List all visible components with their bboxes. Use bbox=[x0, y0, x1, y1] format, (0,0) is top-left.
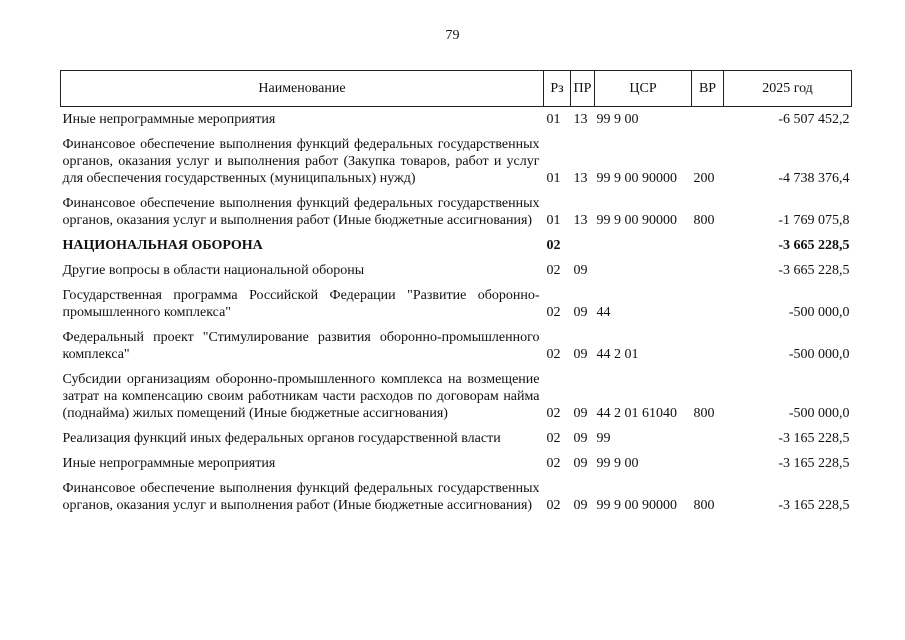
row-name-cell: Другие вопросы в области национальной обороны bbox=[62, 263, 365, 278]
row-csr-cell: 99 9 00 90000 bbox=[596, 213, 677, 228]
row-amount-cell: -500 000,0 bbox=[788, 347, 850, 362]
row-rz-cell: 02 bbox=[546, 406, 561, 421]
row-rz-cell: 02 bbox=[546, 238, 561, 253]
row-amount-cell: -3 165 228,5 bbox=[778, 498, 850, 513]
row-vr-cell: 800 bbox=[693, 213, 715, 228]
column-header-vr: ВР bbox=[692, 71, 724, 107]
row-amount-cell: -4 738 376,4 bbox=[778, 171, 850, 186]
row-vr-cell bbox=[692, 107, 724, 133]
table-row bbox=[61, 476, 852, 518]
row-name-cell: Финансовое обеспечение выполнения функций федеральных государственных органов, оказания услуг и выполнения работ (Закупка товаров, работ и услуг для обеспечения государственных (муниципальных) нужд) bbox=[62, 137, 540, 186]
row-name-cell: Иные непрограммные мероприятия bbox=[62, 112, 276, 127]
row-rz-cell: 01 bbox=[546, 213, 561, 228]
row-rz-cell: 02 bbox=[546, 263, 561, 278]
column-header-rz: Рз bbox=[544, 71, 571, 107]
row-pr-cell: 09 bbox=[573, 406, 588, 421]
row-amount-cell: -3 165 228,5 bbox=[778, 431, 850, 446]
row-vr-cell: 800 bbox=[693, 406, 715, 421]
table-row bbox=[61, 325, 852, 367]
row-vr-cell bbox=[692, 325, 724, 367]
row-pr-cell bbox=[571, 233, 595, 258]
row-name-cell: Финансовое обеспечение выполнения функций федеральных государственных органов, оказания услуг и выполнения работ (Иные бюджетные ассигнования) bbox=[62, 481, 540, 513]
row-csr-cell bbox=[595, 258, 692, 283]
row-pr-cell: 09 bbox=[573, 305, 588, 320]
row-vr-cell bbox=[692, 258, 724, 283]
row-rz-cell: 02 bbox=[546, 431, 561, 446]
row-vr-cell: 200 bbox=[693, 171, 715, 186]
table-body bbox=[61, 107, 852, 519]
table-row bbox=[61, 191, 852, 233]
row-rz-cell: 02 bbox=[546, 456, 561, 471]
table-row bbox=[61, 258, 852, 283]
row-amount-cell: -3 665 228,5 bbox=[778, 263, 850, 278]
row-rz-cell: 01 bbox=[546, 171, 561, 186]
row-amount-cell: -3 165 228,5 bbox=[778, 456, 850, 471]
row-rz-cell: 02 bbox=[546, 305, 561, 320]
row-name-cell: НАЦИОНАЛЬНАЯ ОБОРОНА bbox=[62, 238, 263, 253]
row-name-cell: Финансовое обеспечение выполнения функций федеральных государственных органов, оказания услуг и выполнения работ (Иные бюджетные ассигнования) bbox=[62, 196, 540, 228]
row-csr-cell: 99 9 00 90000 bbox=[596, 171, 677, 186]
row-pr-cell: 09 bbox=[573, 347, 588, 362]
row-vr-cell bbox=[692, 426, 724, 451]
row-amount-cell: -3 665 228,5 bbox=[778, 238, 850, 253]
row-pr-cell: 09 bbox=[573, 498, 588, 513]
row-name-cell: Субсидии организациям оборонно-промышленного комплекса на возмещение затрат на компенсацию своим работникам части расходов по договорам найма (поднайма) жилых помещений (Иные бюджетные ассигнования) bbox=[62, 372, 540, 421]
row-pr-cell: 13 bbox=[573, 213, 588, 228]
row-rz-cell: 02 bbox=[546, 498, 561, 513]
row-csr-cell bbox=[595, 233, 692, 258]
row-pr-cell: 13 bbox=[573, 112, 588, 127]
table-row bbox=[61, 132, 852, 191]
row-vr-cell bbox=[692, 233, 724, 258]
row-csr-cell: 99 9 00 bbox=[596, 456, 639, 471]
row-amount-cell: -500 000,0 bbox=[788, 305, 850, 320]
row-amount-cell: -500 000,0 bbox=[788, 406, 850, 421]
row-vr-cell bbox=[692, 451, 724, 476]
table-row bbox=[61, 367, 852, 426]
row-csr-cell: 44 2 01 61040 bbox=[596, 406, 677, 421]
row-pr-cell: 09 bbox=[573, 263, 588, 278]
table-row bbox=[61, 107, 852, 133]
column-header-year: 2025 год bbox=[724, 71, 852, 107]
row-name-cell: Государственная программа Российской Федерации "Развитие оборонно-промышленного комплекса" bbox=[62, 288, 540, 320]
row-csr-cell: 44 2 01 bbox=[596, 347, 639, 362]
row-csr-cell: 99 bbox=[596, 431, 611, 446]
row-name-cell: Реализация функций иных федеральных органов государственной власти bbox=[62, 431, 501, 446]
column-header-csr: ЦСР bbox=[595, 71, 692, 107]
table-row bbox=[61, 426, 852, 451]
row-name-cell: Иные непрограммные мероприятия bbox=[62, 456, 276, 471]
row-csr-cell: 99 9 00 bbox=[596, 112, 639, 127]
row-vr-cell: 800 bbox=[693, 498, 715, 513]
column-header-pr: ПР bbox=[571, 71, 595, 107]
row-name-cell: Федеральный проект "Стимулирование развития оборонно-промышленного комплекса" bbox=[62, 330, 540, 362]
budget-table bbox=[60, 70, 852, 518]
row-csr-cell: 99 9 00 90000 bbox=[596, 498, 677, 513]
row-amount-cell: -6 507 452,2 bbox=[778, 112, 850, 127]
row-amount-cell: -1 769 075,8 bbox=[778, 213, 850, 228]
row-vr-cell bbox=[692, 283, 724, 325]
row-pr-cell: 09 bbox=[573, 456, 588, 471]
table-row bbox=[61, 233, 852, 258]
row-pr-cell: 09 bbox=[573, 431, 588, 446]
row-rz-cell: 02 bbox=[546, 347, 561, 362]
row-csr-cell: 44 bbox=[596, 305, 611, 320]
table-row bbox=[61, 451, 852, 476]
row-pr-cell: 13 bbox=[573, 171, 588, 186]
table-row bbox=[61, 283, 852, 325]
row-rz-cell: 01 bbox=[546, 112, 561, 127]
table-header bbox=[61, 71, 852, 107]
page-number: 79 bbox=[445, 28, 460, 43]
column-header-name: Наименование bbox=[61, 71, 544, 107]
